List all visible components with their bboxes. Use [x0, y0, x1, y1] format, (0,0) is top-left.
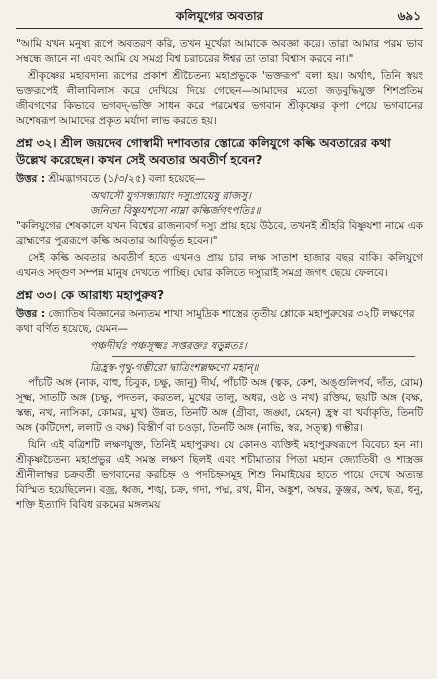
- body-paragraph: শ্রীকৃষ্ণের মহাবদান্য রূপের প্রকাশ শ্রীচৈতন্য মহাপ্রভুকে 'ভক্তরূপ' বলা হয়। অর্থাৎ, তিনি স্বয়ং ভক্তরূপেই লীলাবিলাস করে দেখিয়ে দিয়ে গেছেন—আমাদের মতো জড়বুদ্ধিযুক্ত শিশপ্রতিম জীবগণের কিভাবে ভগবদ্-ভক্তি সাধন করে পরমেশ্বর ভগবান শ্রীকৃষ্ণের কৃপা পেয়ে ভগবানের অশেষরূপ আমাদের প্রকৃত মর্যাদা লাভ করতে হয়।: [16, 70, 423, 127]
- body-paragraph: যিনি এই বত্রিশটি লক্ষণযুক্ত, তিনিই মহাপুরুষ। যে কোনও ব্যক্তিই মহাপুরুষরূপে বিবেচ্য হন না। শ্রীকৃষ্ণচৈতন্য মহাপ্রভুর এই সমস্ত লক্ষণ ছিলই এবং শচীমাতার পিতা মহান জ্যোতিষী ও শাস্ত্রজ্ঞ শ্রীনীলাম্বর চক্রবর্তী ভগবানের করচিহ্ন ও পদচিহ্নসমূহ শিশু নিমাইয়ের হাতে পায়ে দেখে অত্যন্ত বিস্মিত হয়েছিলেন। বজ্র, ধ্বজ, শঙ্খ, চক্র, গদা, পদ্ম, রথ, মীন, অঙ্কুশ, অম্বর, কুঞ্জর, অশ্ব, ছত্র, ধনু, শক্তি ইত্যাদি বিবিধ রকমের মঙ্গলময়: [16, 439, 423, 511]
- answer-text: জ্যোতিষ বিজ্ঞানের অন্যতম শাখা সামুদ্রিক শাস্ত্রের তৃতীয় শ্লোকে মহাপুরুষের ৩২টি লক্ষণের কথা বর্ণিত হয়েছে, যেমন—: [16, 308, 415, 335]
- verse-line: জনিতা বিষ্ণুযশসো নাম্না কল্কির্জগৎপতিঃ॥: [90, 205, 261, 217]
- verse-line: পঞ্চদীর্ঘঃ পঞ্চসূক্ষ্মঃ সপ্তরক্তঃ ষড়ুন্নতঃ।: [90, 340, 247, 352]
- answer-text: শ্রীমদ্ভাগবতে (১/৩/২৫) বলা হয়েছে—: [48, 173, 206, 185]
- body-paragraph: সেই কল্কি অবতার অবতীর্ণ হতে এখনও প্রায় চার লক্ষ সাতাশ হাজার বছর বাকি। কলিযুগে এখনও সদ্গুণ সম্পন্ন মানুষ দেখতে পাচ্ছি। ঘোর কলিতে দস্যুরাই সমগ্র জগৎ ছেয়ে ফেলবে।: [16, 252, 423, 279]
- translation-paragraph: "কলিযুগের শেষকালে যখন বিশ্বের রাজন্যবর্গ দস্যু প্রায় হয়ে উঠবে, তখনই শ্রীহরি বিষ্ণুযশা নামে এক ব্রাহ্মণের পুত্ররূপে কল্কি অবতার আবির্ভূত হবেন।": [16, 220, 423, 247]
- page-header: [16, 6, 423, 29]
- page-number: ৬৯১: [397, 9, 421, 23]
- verse-line: ত্রিহ্রস্ব-পৃথু-গম্ভীরো দ্বাত্রিংশল্লক্ষণো মহান্॥: [90, 362, 259, 374]
- running-title: কলিযুগের অবতার: [175, 9, 264, 23]
- question-33: প্রশ্ন ৩৩। কে আরাধ্য মহাপুরুষ?: [16, 288, 165, 302]
- body-paragraph: পাঁচটি অঙ্গ (নাক, বাহু, চিবুক, চক্ষু, জানু) দীর্ঘ, পাঁচটি অঙ্গ (ত্বক, কেশ, অঙ্গুলিপর্ব, দাঁত, রোম) সূক্ষ্ম, সাতটি অঙ্গ (চক্ষু, পদতল, করতল, মুখের তালু, অধর, ওষ্ঠ ও নখ) রক্তিম, ছয়টি অঙ্গ (বক্ষ, স্কন্ধ, নখ, নাসিকা, কোমর, মুখ) উন্নত, তিনটি অঙ্গ (গ্রীবা, জঙ্ঘা, মেহন) হ্রস্ব বা খর্বাকৃতি, তিনটি অঙ্গ (কটিদেশ, ললাট ও বক্ষ) বিস্তীর্ণ বা চওড়া, তিনটি অঙ্গ (নাভি, স্বর, সত্ত্ব) গম্ভীর।: [16, 377, 423, 434]
- answer-label: উত্তর :: [16, 308, 46, 320]
- answer-label: উত্তর :: [16, 173, 46, 185]
- answer-32: [16, 172, 423, 187]
- answer-33: [16, 307, 423, 337]
- question-32: প্রশ্ন ৩২। শ্রীল জয়দেব গোস্বামী দশাবতার স্তোত্রে কলিযুগে কল্কি অবতারের কথা উল্লেখ করেছেন। কখন সেই অবতার অবতীর্ণ হবেন?: [16, 136, 391, 167]
- verse-line: অথাসৌ যুগসন্ধ্যায়াং দস্যুপ্রায়েষু রাজসু।: [90, 190, 251, 202]
- quote-paragraph: "আমি যখন মনুষ্য রূপে অবতরণ করি, তখন মূর্খেরা আমাকে অবজ্ঞা করে। তারা আমার পরম ভাব সম্বন্ধে জানে না এবং আমি যে সমগ্র বিশ্ব চরাচরের ঈশ্বর তা তারা বিশ্বাস করবে না।": [16, 38, 423, 65]
- verse-divider: [112, 356, 415, 357]
